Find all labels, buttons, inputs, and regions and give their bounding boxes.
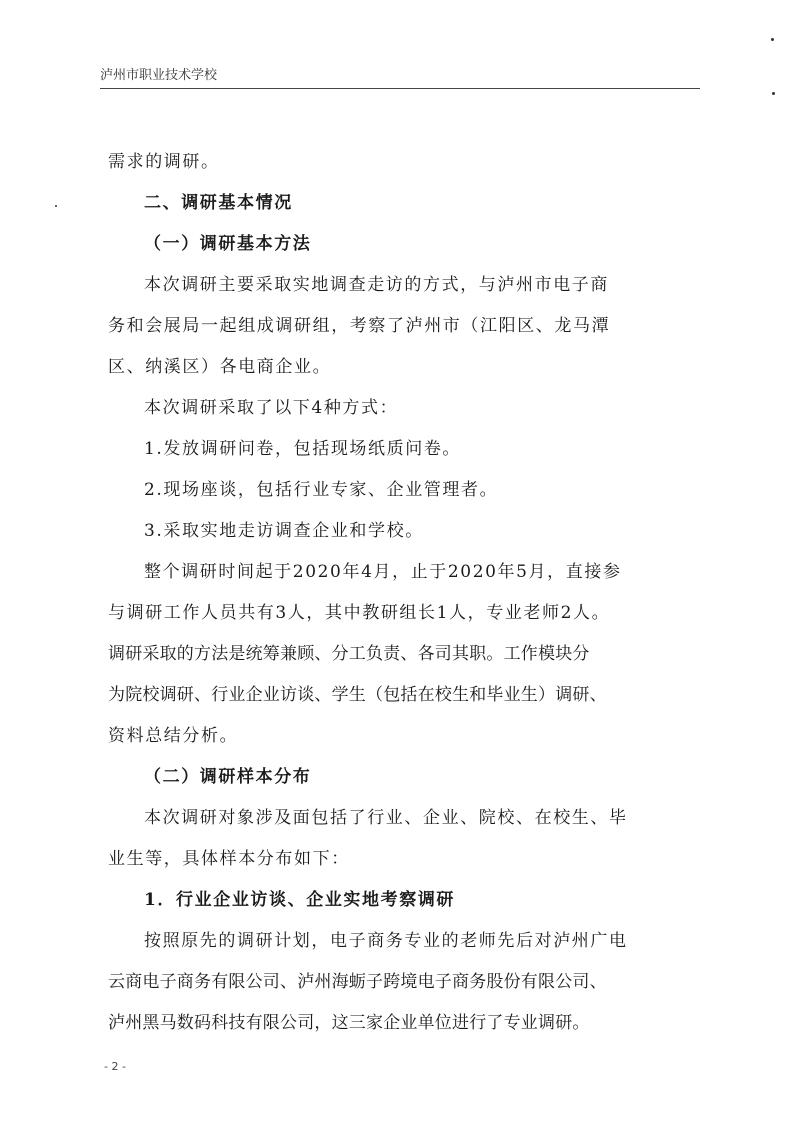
text-line-2 [108,183,696,224]
page-number: - 2 - [104,1060,126,1073]
text-line-12 [108,593,696,634]
line-text: 与调研工作人员共有3人，其中教研组长1人，专业老师2人。 [108,603,611,623]
line-text: 泸州黑马数码科技有限公司，这三家企业单位进行了专业调研。 [108,1013,590,1033]
text-line-19 [108,880,696,921]
line-text: （二）调研样本分布 [144,767,312,787]
text-line-13 [108,634,696,675]
line-text: （一）调研基本方法 [144,234,312,254]
header-rule [100,88,700,89]
scan-speck [55,205,57,207]
line-text: 1.发放调研问卷，包括现场纸质问卷。 [144,439,462,459]
text-line-20 [108,921,696,962]
line-text: 按照原先的调研计划，电子商务专业的老师先后对泸州广电 [144,931,628,951]
text-line-17 [108,798,696,839]
line-text: 云商电子商务有限公司、泸州海蛎子跨境电子商务股份有限公司、 [108,972,607,992]
line-text: 调研采取的方法是统筹兼顾、分工负责、各司其职。工作模块分 [108,644,590,664]
text-line-15 [108,716,696,757]
line-text: 区、纳溪区）各电商企业。 [108,357,332,377]
text-line-16 [108,757,696,798]
text-line-8 [108,429,696,470]
line-text: 业生等，具体样本分布如下： [108,849,350,869]
line-text: 整个调研时间起于2020年4月，止于2020年5月，直接参 [144,562,622,582]
text-line-5 [108,306,696,347]
line-text: 本次调研采取了以下4种方式： [144,398,399,418]
line-text: 本次调研对象涉及面包括了行业、企业、院校、在校生、毕 [144,808,628,828]
text-line-11 [108,552,696,593]
line-text: 需求的调研。 [108,152,220,172]
line-text: 资料总结分析。 [108,726,239,746]
text-line-14 [108,675,696,716]
line-text: 为院校调研、行业企业访谈、学生（包括在校生和毕业生）调研、 [108,685,607,705]
text-line-7 [108,388,696,429]
text-line-1 [108,142,696,183]
line-text: 1．行业企业访谈、企业实地考察调研 [144,890,456,910]
text-line-22 [108,1003,696,1044]
text-line-3 [108,224,696,265]
text-line-21 [108,962,696,1003]
body-text [108,142,696,1044]
text-line-6 [108,347,696,388]
scan-speck [772,92,775,95]
line-text: 务和会展局一起组成调研组，考察了泸州市（江阳区、龙马潭 [108,316,611,336]
line-text: 2.现场座谈，包括行业专家、企业管理者。 [144,480,499,500]
text-line-10 [108,511,696,552]
text-line-9 [108,470,696,511]
text-line-4 [108,265,696,306]
line-text: 3.采取实地走访调查企业和学校。 [144,521,424,541]
text-line-18 [108,839,696,880]
line-text: 二、调研基本情况 [144,193,293,213]
scan-speck [771,38,774,41]
line-text: 本次调研主要采取实地调查走访的方式，与泸州市电子商 [144,275,609,295]
header-school-name: 泸州市职业技术学校 [100,68,218,83]
